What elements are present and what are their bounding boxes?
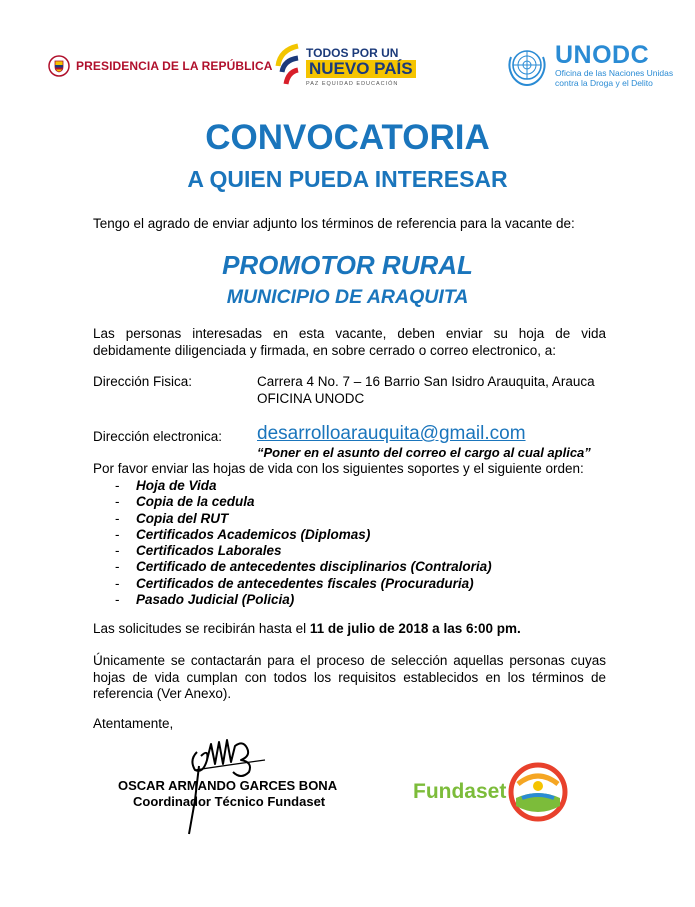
page-title: CONVOCATORIA (205, 118, 490, 157)
documents-intro: Por favor enviar las hojas de vida con los siguientes soportes y el siguiente orden: (93, 461, 584, 476)
deadline-prefix: Las solicitudes se recibirán hasta el (93, 621, 310, 636)
unodc-logo (505, 42, 673, 88)
list-item: - Certificados Academicos (Diplomas) (115, 526, 371, 542)
address-label: Dirección Fisica: (93, 374, 193, 389)
deadline-date: 11 de julio de 2018 a las 6:00 pm. (309, 621, 521, 636)
list-item: - Hoja de Vida (115, 478, 217, 493)
email-label: Dirección electronica: (93, 429, 223, 444)
presidencia-text: PRESIDENCIA DE LA REPÚBLICA (76, 59, 273, 73)
nuevo-pais-emblem-icon (272, 42, 302, 92)
todos-line3: PAZ EQUIDAD EDUCACIÓN (306, 81, 399, 87)
position-title: PROMOTOR RURAL (222, 250, 473, 280)
todos-line2: NUEVO PAÍS (306, 60, 416, 78)
signer-role: Coordinador Técnico Fundaset (133, 794, 326, 809)
address-value (257, 374, 595, 407)
selection-paragraph: Únicamente se contactarán para el proceso de selección aquellas personas cuyas hojas de vida cumplan con todos los requisitos establecidos en los términos de referencia (Ver Anexo). (93, 653, 606, 701)
fundaset-logo (413, 762, 568, 822)
presidencia-logo (48, 55, 273, 77)
email-link[interactable]: desarrolloarauquita@gmail.com (257, 423, 526, 444)
intro-text: Tengo el agrado de enviar adjunto los términos de referencia para la vacante de: (93, 216, 575, 231)
address-line2: OFICINA UNODC (257, 390, 365, 406)
fundaset-wordmark: Fundaset (413, 780, 507, 803)
list-item: - Certificados Laborales (115, 543, 282, 559)
list-item: - Copia del RUT (115, 510, 229, 526)
fundaset-emblem-icon (508, 762, 568, 822)
unodc-sub2: contra la Droga y el Delito (555, 78, 653, 88)
closing-text: Atentamente, (93, 716, 174, 731)
deadline-text (93, 621, 521, 638)
un-globe-icon (505, 43, 549, 87)
email-subject-note: “Poner en el asunto del correo el cargo al cual aplica” (257, 445, 591, 460)
list-item: - Pasado Judicial (Policia) (115, 592, 295, 608)
unodc-sub1: Oficina de las Naciones Unidas (555, 68, 674, 78)
list-item: - Copia de la cedula (115, 494, 255, 510)
address-line1: Carrera 4 No. 7 – 16 Barrio San Isidro Arauquita, Arauca (257, 374, 595, 389)
todos-line1: TODOS POR UN (306, 46, 399, 60)
signer-name: OSCAR ARMANDO GARCES BONA (118, 778, 338, 793)
list-item: - Certificados de antecedentes fiscales (Procuraduria) (115, 575, 474, 591)
coat-of-arms-icon (48, 55, 70, 77)
documents-list (115, 478, 492, 608)
todos-por-un-nuevo-pais-logo (272, 42, 416, 92)
position-location: MUNICIPIO DE ARAQUITA (226, 286, 469, 308)
unodc-name: UNODC (555, 41, 650, 69)
list-item: - Certificado de antecedentes disciplinarios (Contraloria) (115, 559, 492, 575)
instructions-paragraph: Las personas interesadas en esta vacante, deben enviar su hoja de vida debidamente diligenciada y firmada, en sobre cerrado o correo electronico, a: (93, 326, 606, 358)
page-subtitle: A QUIEN PUEDA INTERESAR (187, 166, 508, 192)
